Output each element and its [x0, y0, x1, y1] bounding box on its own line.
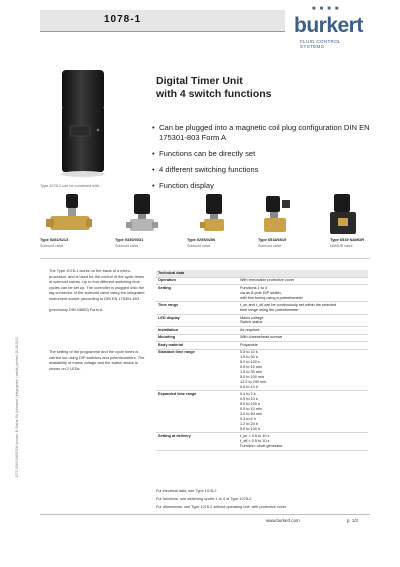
- feature-item: • 4 different switching functions: [152, 165, 382, 175]
- solenoid-valve-icon: [118, 192, 168, 237]
- table-cell-key: Operation: [158, 278, 176, 283]
- table-cell-key: Mounting: [158, 335, 176, 340]
- table-cell-value: t_on = 0.5 to 10 s t_off = 0.5 to 10 s Function: clock generator: [240, 434, 283, 448]
- burkert-logo: [290, 6, 365, 50]
- table-cell-value: Polyamide: [240, 342, 258, 347]
- table-row: [156, 302, 368, 314]
- product-title-line2: with 4 switch functions: [156, 88, 272, 100]
- table-cell-value: As required: [240, 327, 260, 332]
- description-paragraph: The setting of the programme and the cycle times is carried out using DIP switches and potentiometers. The availability of mains voltage and the switch status is shown on 2 LEDs.: [49, 349, 145, 371]
- table-row: [156, 342, 368, 350]
- valve-type: Type 6519 NAMUR NAMUR valve: [330, 237, 365, 248]
- table-header: Technical data: [156, 270, 368, 277]
- footnote: For functions, see switching cycles 1 to 4 of Type 1078-2: [156, 497, 252, 501]
- feature-item: • Can be plugged into a magnetic coil plug configuration DIN EN 175301-803 Form A: [152, 123, 382, 143]
- table-cell-key: LED display: [158, 315, 180, 320]
- compact-solenoid-valve-icon: [254, 192, 304, 237]
- table-cell-key: Body material: [158, 342, 184, 347]
- description: [49, 268, 147, 317]
- page-footer: [40, 514, 370, 528]
- table-cell-key: Setting at delivery: [158, 434, 191, 439]
- table-cell-value: t_on and t_off can be continuously set within the selected time range using the potentiometer: [240, 303, 337, 313]
- table-row: [156, 327, 368, 335]
- section-divider: [40, 258, 370, 259]
- description-paragraph: (previously DIN 43650) Form A.: [49, 306, 104, 312]
- table-cell-value: Functions 1 to 4 via an 8-pole DIP switch, with fine tuning using a potentiometer: [240, 285, 303, 300]
- description-settings: [49, 349, 147, 371]
- table-cell-value: Mains voltage Switch status: [240, 315, 264, 325]
- valve-type: Type 5281/6213 Solenoid valve: [40, 237, 69, 248]
- valve-type: Type 0330/0331 Solenoid valve: [115, 237, 144, 248]
- document-status-text: DTS 1000110652 EN Version: B Status: RL (released | freigegeben | validé) printed: 28.08.2013: [15, 337, 19, 477]
- table-header-row: [156, 270, 368, 277]
- combo-caption: Type 1078-1 can be combined with...: [40, 184, 103, 188]
- brass-solenoid-valve-icon: [44, 192, 94, 237]
- table-row: [156, 349, 368, 391]
- valve-type: Type 0255/0256 Solenoid valve: [187, 237, 216, 248]
- header-bar: [40, 10, 285, 32]
- logo-subtitle: FLUID CONTROL SYSTEMS: [300, 39, 341, 49]
- logo-brand: burkert: [294, 14, 363, 37]
- description-paragraph: The Type 1078-1 works on the basis of a micro-processor, and is used for the control of the cycle times of solenoid valves. Up to four different switching time cycles can be set up. The controller is plugged onto the tag connector of the solenoid valve using the integrated instrument socket (according to DIN EN 175301-803: [49, 268, 145, 301]
- valve-type-labels: [40, 237, 370, 255]
- table-row: [156, 334, 368, 342]
- table-cell-value: 0.5 to 10 s 1.5 to 30 s 5.0 to 100 s 0.5 to 10 min 1.5 to 30 min 5.0 to 100 min 12.0 to 240 min 0.5 to 10 h: [240, 350, 267, 389]
- table-cell-value: With removable protective cover: [240, 278, 295, 283]
- logo-dots-icon: ■■■■: [312, 6, 343, 12]
- header-rule: [40, 31, 285, 32]
- table-cell-key: Expanded time range: [158, 392, 197, 397]
- table-row: [156, 285, 368, 302]
- table-cell-key: Installation: [158, 327, 179, 332]
- valve-images: [40, 192, 360, 237]
- table-cell-value: With cheesehead screws: [240, 335, 283, 340]
- page-number: p. 1/3: [347, 518, 358, 523]
- footnote: For dimensions, see Type 1078-2 without operating unit, with protective cover: [156, 505, 287, 509]
- feature-list: [152, 123, 382, 197]
- table-row: [156, 433, 368, 450]
- table-cell-key: Standard time range: [158, 350, 195, 355]
- solenoid-valve-icon: [190, 192, 240, 237]
- feature-item: • Function display: [152, 181, 382, 191]
- valve-type: Type 6518/6519 Solenoid valve: [258, 237, 287, 248]
- table-row: [156, 314, 368, 326]
- table-row: [156, 277, 368, 285]
- product-title: [156, 75, 356, 101]
- table-cell-key: Setting: [158, 285, 171, 290]
- footer-url[interactable]: www.burkert.com: [266, 518, 300, 523]
- table-row: [156, 391, 368, 433]
- product-title-line1: Digital Timer Unit: [156, 75, 243, 87]
- table-cell-key: Time range: [158, 303, 179, 308]
- feature-item: • Functions can be directly set: [152, 149, 382, 159]
- table-cell-value: 0.1 to 2 s 0.5 to 10 s 5.0 to 100 s 0.5 to 10 min 3.0 to 60 min 0.3 to 6 h 1.2 to 24 h 5.0 to 100 h: [240, 392, 262, 431]
- document-code: 1078-1: [104, 14, 142, 25]
- timer-unit-photo-icon: [52, 68, 118, 178]
- technical-data-table: [156, 270, 368, 451]
- footnote: For electrical data, see Type 1078-2: [156, 489, 217, 493]
- namur-valve-icon: [320, 192, 370, 237]
- footnotes: [156, 487, 371, 511]
